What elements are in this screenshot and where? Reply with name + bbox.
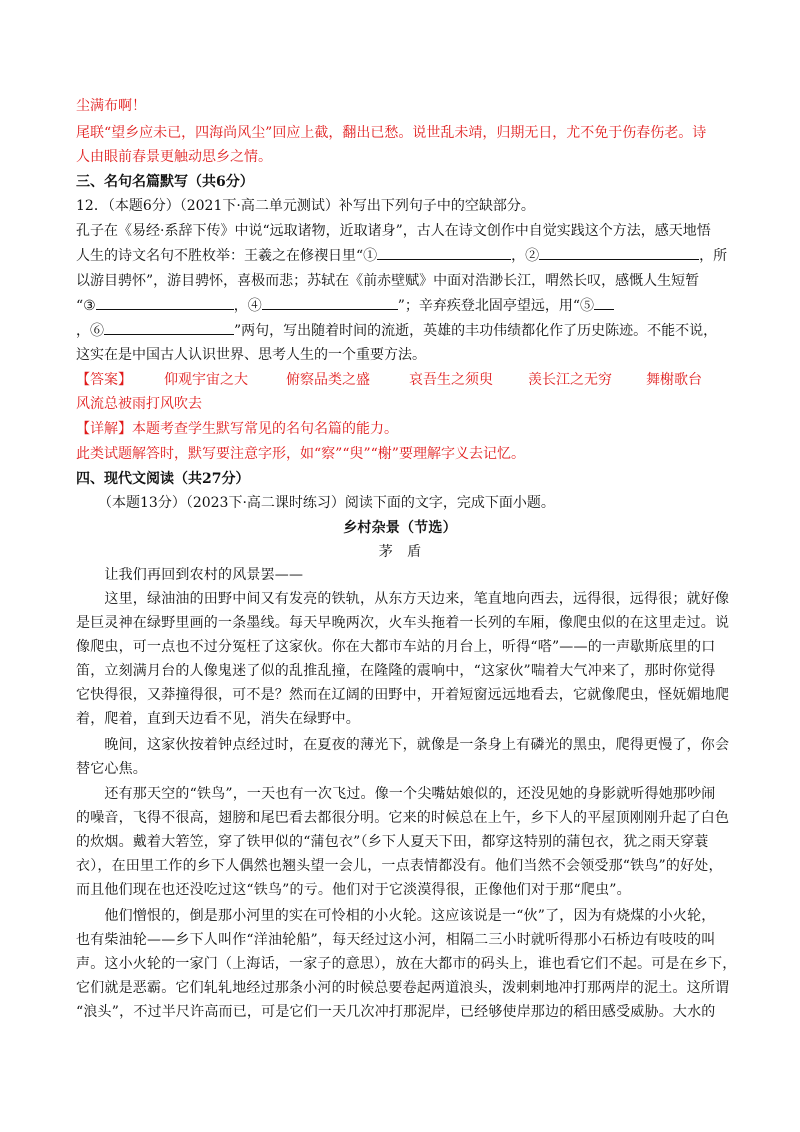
prev-answer-line-3: 人由眼前春景更触动思乡之情。: [76, 149, 272, 165]
article-line: 它快得很，又莽撞得很，可不是？然而在辽阔的田野中，开着短窗远远地看去，它就像爬虫，怪妩媚地爬: [76, 687, 730, 703]
answer-3: 哀吾生之须臾: [409, 372, 493, 388]
article-title: 乡村杂景（节选）: [343, 520, 457, 536]
blank-1[interactable]: [377, 247, 511, 260]
question-text-line-1: 孔子在《易经·系辞下传》中说“远取诸物，近取诸身”，古人在诗文创作中自觉实践这个方法，感天地悟: [76, 223, 711, 239]
question-text-line-6: 这实在是中国古人认识世界、思考人生的一个重要方法。: [76, 347, 426, 363]
answer-2: 俯察品类之盛: [286, 372, 370, 388]
blank-6[interactable]: [104, 322, 234, 335]
text-segment: ，所: [699, 248, 728, 264]
question-text-line-5: [76, 322, 717, 340]
blank-5[interactable]: [594, 297, 614, 310]
article-line: 的炊烟。戴着大箬笠，穿了铁甲似的“蒲包衣”（乡下人夏天下田，都穿这特别的蒲包衣，犹之雨天穿蓑: [76, 834, 709, 850]
blank-3[interactable]: [96, 297, 234, 310]
section-4-heading: 四、现代文阅读（共27分）: [76, 471, 250, 487]
detail-label: 【详解】: [76, 421, 132, 437]
text-segment: ，④: [233, 298, 262, 314]
answer-5: 舞榭歌台: [646, 372, 702, 388]
question-number: 12．: [76, 198, 108, 214]
text-segment: ”两句，写出随着时间的流逝，英雄的丰功伟绩都化作了历史陈迹。不能不说，: [234, 323, 718, 339]
prev-answer-line-2: 尾联“望乡应未已，四海尚风尘”回应上截，翻出已愁。说世乱未靖，归期无日，尤不免于伤春伤老。诗: [76, 125, 707, 141]
article-line: “浪头”，不过半尺许高而已，可是它们一天几次冲打那泥岸，已经够使岸那边的稻田感受威胁。大水的: [76, 1004, 716, 1020]
article-line: 晚间，这家伙按着钟点经过时，在夏夜的薄光下，就像是一条身上有磷光的黑虫，爬得更慢了，你会: [76, 737, 730, 753]
article-line: 他们憎恨的，倒是那小河里的实在可怜相的小火轮。这应该说是一“伙”了，因为有烧煤的小火轮，: [76, 908, 716, 924]
detail-line-2: 此类试题解答时，默写要注意字形，如“察”“臾”“榭”要理解字义去记忆。: [76, 446, 525, 462]
question-text-line-2: [76, 247, 727, 265]
article-line: 它们就是恶霸。它们轧轧地经过那条小河的时候总要卷起两道浪头，泼剌剌地冲打那两岸的泥土。这所谓: [76, 980, 730, 996]
article-line: 像爬虫，可一点也不过分冤枉了这家伙。你在大都市车站的月台上，听得“嗒”——的一声歇斯底里的口: [76, 639, 716, 655]
detail-text: 本题考查学生默写常见的名句名篇的能力。: [132, 421, 398, 437]
answer-label: 【答案】: [76, 372, 132, 388]
answer-4: 羡长江之无穷: [528, 372, 612, 388]
article-author: 茅 盾: [378, 544, 422, 560]
text-segment: ，②: [511, 248, 540, 264]
article-line: 的噪音，飞得不很高，翅膀和尾巴看去都很分明。它来的时候总在上午，乡下人的平屋顶刚刚升起了白色: [76, 810, 730, 826]
article-line: 是巨灵神在绿野里画的一条墨线。每天早晚两次，火车头拖着一长列的车厢，像爬虫似的在这里走过。说: [76, 615, 730, 631]
text-segment: “③: [76, 298, 96, 314]
prev-answer-line-1: 尘满布啊！: [76, 98, 146, 114]
detail-line-1: [76, 420, 398, 438]
section-4-intro: （本题13分）（2023下·高二课时练习）阅读下面的文字，完成下面小题。: [98, 495, 555, 511]
blank-2[interactable]: [539, 247, 699, 260]
article-line: 衣），在田里工作的乡下人偶然也翘头望一会儿，一点表情都没有。他们当然不会领受那“铁鸟”的好处，: [76, 858, 723, 874]
article-line: 而且他们现在也还没吃过这“铁鸟”的亏。他们对于它淡漠得很，正像他们对于那“爬虫”。: [76, 882, 631, 898]
answer-line: [76, 371, 736, 389]
article-line: 声。这小火轮的一家门（上海话，一家子的意思），放在大都市的码头上，谁也看它们不起。可是在乡下，: [76, 956, 737, 972]
text-segment: ”；辛弃疾登北固亭望远，用“⑤: [397, 298, 595, 314]
article-line: 这里，绿油油的田野中间又有发亮的铁轨，从东方天边来，笔直地向西去，远得很，远得很；就好像: [76, 591, 730, 607]
text-segment: 人生的诗文名句不胜枚举：王羲之在修禊日里“①: [76, 248, 378, 264]
text-segment: ，⑥: [76, 323, 104, 339]
question-12-header: [76, 197, 535, 215]
article-line: 笛，立刻满月台的人像鬼迷了似的乱推乱撞，在隆隆的震响中，“这家伙”喘着大气冲来了，那时你觉得: [76, 663, 716, 679]
answer-1: 仰观宇宙之大: [164, 372, 248, 388]
answer-line-2: 风流总被雨打风吹去: [76, 396, 202, 412]
article-line: 让我们再回到农村的风景罢——: [76, 567, 304, 583]
article-line: 替它心焦。: [76, 761, 147, 777]
question-text-line-3: 以游目骋怀”，游目骋怀，喜极而悲；苏轼在《前赤壁赋》中面对浩渺长江，喟然长叹，感慨人生短暂: [76, 273, 700, 289]
section-3-heading: 三、名句名篇默写（共6分）: [76, 174, 254, 190]
question-text-line-4: [76, 297, 614, 315]
article-line: 还有那天空的“铁鸟”，一天也有一次飞过。像一个尖嘴姑娘似的，还没见她的身影就听得她那吵闹: [76, 786, 716, 802]
blank-4[interactable]: [262, 297, 398, 310]
article-line: 着，爬着，直到天边看不见，消失在绿野中。: [76, 711, 360, 727]
article-line: 也有柴油轮——乡下人叫作“洋油轮船”，每天经过这小河，相隔二三小时就听得那小石桥边有吱吱的叫: [76, 932, 716, 948]
question-meta: （本题6分）（2021下·高二单元测试）补写出下列句子中的空缺部分。: [107, 198, 535, 214]
